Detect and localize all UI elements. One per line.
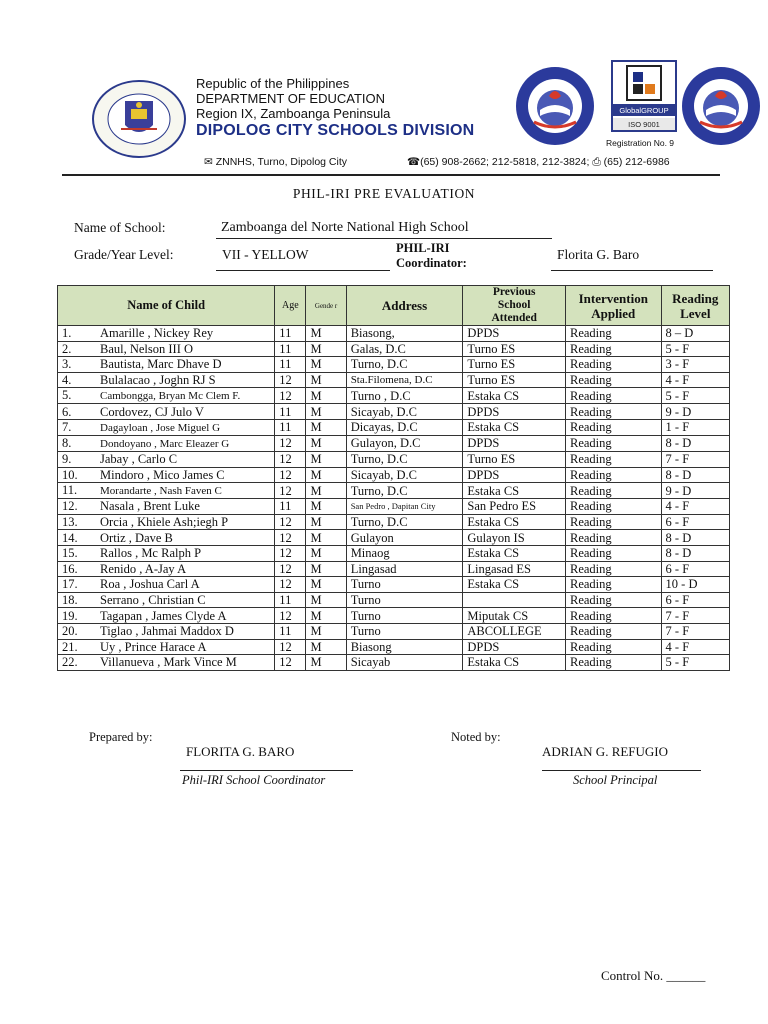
cell-address: Turno, D.C xyxy=(346,514,463,530)
cell-gender: M xyxy=(306,655,346,671)
cell-gender: M xyxy=(306,341,346,357)
cell-address: Sicayab, D.C xyxy=(346,467,463,483)
table-row xyxy=(58,577,730,593)
department-line: DEPARTMENT OF EDUCATION xyxy=(196,91,385,106)
table-row xyxy=(58,357,730,373)
cell-gender: M xyxy=(306,372,346,388)
prepared-signature-line xyxy=(180,770,353,771)
cell-name xyxy=(58,357,275,373)
cell-address: Turno, D.C xyxy=(346,451,463,467)
cell-intervention: Reading xyxy=(565,419,661,435)
student-table xyxy=(57,285,730,671)
cell-previous-school: Lingasad ES xyxy=(463,561,566,577)
cell-age: 12 xyxy=(275,655,306,671)
cell-previous-school: ABCOLLEGE xyxy=(463,623,566,639)
division-seal-right xyxy=(680,66,762,147)
cell-gender: M xyxy=(306,639,346,655)
noted-role: School Principal xyxy=(573,773,658,787)
cell-previous-school: Estaka CS xyxy=(463,483,566,499)
cell-intervention: Reading xyxy=(565,326,661,342)
deped-seal xyxy=(91,79,188,159)
cell-gender: M xyxy=(306,404,346,420)
table-row xyxy=(58,545,730,561)
cell-gender: M xyxy=(306,435,346,451)
child-name: Uy , Prince Harace A xyxy=(100,639,207,654)
cell-previous-school xyxy=(463,592,566,608)
cell-gender: M xyxy=(306,592,346,608)
cell-intervention: Reading xyxy=(565,639,661,655)
row-number: 19. xyxy=(62,608,78,623)
header-name: Name of Child xyxy=(58,286,275,326)
cell-previous-school: San Pedro ES xyxy=(463,499,566,515)
child-name: Villanueva , Mark Vince M xyxy=(100,655,237,670)
row-number: 3. xyxy=(62,357,72,372)
cell-gender: M xyxy=(306,499,346,515)
cell-name xyxy=(58,435,275,451)
division-seal-left xyxy=(514,66,597,147)
cell-age: 12 xyxy=(275,530,306,546)
phone-line: ☎(65) 908-2662; 212-5818, 212-3824; ⎙ (65) 212-6986 xyxy=(407,156,670,168)
prepared-label: Prepared by: xyxy=(89,730,153,744)
cell-gender: M xyxy=(306,483,346,499)
child-name: Tagapan , James Clyde A xyxy=(100,608,227,623)
child-name: Rallos , Mc Ralph P xyxy=(100,546,202,561)
cell-address: Sicayab xyxy=(346,655,463,671)
row-number: 14. xyxy=(62,530,78,545)
control-number: Control No. ______ xyxy=(601,968,706,983)
cert-iso: ISO 9001 xyxy=(628,120,660,129)
cell-address: Gulayon xyxy=(346,530,463,546)
cell-name xyxy=(58,372,275,388)
cell-address: Minaog xyxy=(346,545,463,561)
table-row xyxy=(58,530,730,546)
cell-intervention: Reading xyxy=(565,608,661,624)
child-name: Orcia , Khiele Ash;iegh P xyxy=(100,515,229,530)
cell-address: Turno xyxy=(346,577,463,593)
cell-reading-level: 8 - D xyxy=(661,467,729,483)
child-name: Amarille , Nickey Rey xyxy=(100,326,214,341)
cell-name xyxy=(58,483,275,499)
division-name: DIPOLOG CITY SCHOOLS DIVISION xyxy=(196,122,475,139)
cell-intervention: Reading xyxy=(565,467,661,483)
header-gender: Gende r xyxy=(306,286,346,326)
cell-intervention: Reading xyxy=(565,341,661,357)
row-number: 20. xyxy=(62,624,78,639)
cell-gender: M xyxy=(306,357,346,373)
cell-name xyxy=(58,577,275,593)
cell-address: Turno xyxy=(346,623,463,639)
noted-signature-line xyxy=(542,770,701,771)
cell-age: 11 xyxy=(275,341,306,357)
table-row xyxy=(58,341,730,357)
cell-age: 12 xyxy=(275,483,306,499)
registration-number: Registration No. 9 xyxy=(606,138,675,148)
table-row xyxy=(58,404,730,420)
row-number: 8. xyxy=(62,435,72,450)
cell-intervention: Reading xyxy=(565,545,661,561)
cell-intervention: Reading xyxy=(565,372,661,388)
row-number: 5. xyxy=(62,388,72,403)
cell-gender: M xyxy=(306,326,346,342)
cell-previous-school: Gulayon IS xyxy=(463,530,566,546)
grade-label: Grade/Year Level: xyxy=(74,247,174,262)
cell-reading-level: 8 - D xyxy=(661,435,729,451)
noted-label: Noted by: xyxy=(451,730,501,744)
cell-previous-school: DPDS xyxy=(463,435,566,451)
table-row xyxy=(58,467,730,483)
cell-previous-school: Miputak CS xyxy=(463,608,566,624)
cert-brand: GlobalGROUP xyxy=(619,106,669,115)
table-row xyxy=(58,639,730,655)
cell-address: Turno, D.C xyxy=(346,483,463,499)
row-number: 1. xyxy=(62,326,72,341)
cell-previous-school: Turno ES xyxy=(463,357,566,373)
cell-age: 11 xyxy=(275,592,306,608)
cell-reading-level: 1 - F xyxy=(661,419,729,435)
cell-age: 12 xyxy=(275,545,306,561)
cell-reading-level: 8 – D xyxy=(661,326,729,342)
cell-reading-level: 5 - F xyxy=(661,341,729,357)
cell-name xyxy=(58,655,275,671)
row-number: 16. xyxy=(62,561,78,576)
row-number: 18. xyxy=(62,593,78,608)
cell-gender: M xyxy=(306,623,346,639)
cell-name xyxy=(58,326,275,342)
cell-address: Turno xyxy=(346,608,463,624)
cell-name xyxy=(58,467,275,483)
cell-name xyxy=(58,419,275,435)
grade-value: VII - YELLOW xyxy=(222,247,309,262)
cell-address: Dicayas, D.C xyxy=(346,419,463,435)
header-age: Age xyxy=(275,286,306,326)
school-value: Zamboanga del Norte National High School xyxy=(221,220,469,235)
cell-reading-level: 8 - D xyxy=(661,530,729,546)
cell-gender: M xyxy=(306,467,346,483)
cell-reading-level: 9 - D xyxy=(661,483,729,499)
school-underline xyxy=(216,238,552,239)
child-name: Serrano , Christian C xyxy=(100,593,206,608)
child-name: Jabay , Carlo C xyxy=(100,452,178,467)
cell-reading-level: 5 - F xyxy=(661,388,729,404)
row-number: 6. xyxy=(62,404,72,419)
cell-previous-school: Estaka CS xyxy=(463,545,566,561)
row-number: 17. xyxy=(62,577,78,592)
cell-name xyxy=(58,561,275,577)
child-name: Tiglao , Jahmai Maddox D xyxy=(100,624,234,639)
cell-previous-school: Estaka CS xyxy=(463,419,566,435)
cell-age: 11 xyxy=(275,419,306,435)
cell-age: 11 xyxy=(275,326,306,342)
cell-reading-level: 4 - F xyxy=(661,639,729,655)
header-address: Address xyxy=(346,286,463,326)
cell-intervention: Reading xyxy=(565,530,661,546)
child-name: Renido , A-Jay A xyxy=(100,561,187,576)
cell-reading-level: 3 - F xyxy=(661,357,729,373)
republic-line: Republic of the Philippines xyxy=(196,76,350,91)
cell-name xyxy=(58,388,275,404)
header-divider xyxy=(62,174,720,176)
cell-age: 11 xyxy=(275,357,306,373)
table-row xyxy=(58,419,730,435)
cell-intervention: Reading xyxy=(565,561,661,577)
table-row xyxy=(58,608,730,624)
cell-name xyxy=(58,639,275,655)
fax-icon: ⎙ xyxy=(592,156,604,168)
cell-intervention: Reading xyxy=(565,655,661,671)
cell-name xyxy=(58,530,275,546)
cell-intervention: Reading xyxy=(565,357,661,373)
cell-reading-level: 9 - D xyxy=(661,404,729,420)
cell-reading-level: 7 - F xyxy=(661,451,729,467)
cell-gender: M xyxy=(306,608,346,624)
coordinator-label-1: PHIL-IRI xyxy=(396,241,450,255)
cell-gender: M xyxy=(306,451,346,467)
cell-reading-level: 8 - D xyxy=(661,545,729,561)
cell-previous-school: Turno ES xyxy=(463,451,566,467)
cell-intervention: Reading xyxy=(565,435,661,451)
row-number: 9. xyxy=(62,452,72,467)
cell-name xyxy=(58,404,275,420)
table-row xyxy=(58,388,730,404)
child-name: Dondoyano , Marc Eleazer G xyxy=(100,437,230,450)
row-number: 21. xyxy=(62,639,78,654)
cell-age: 12 xyxy=(275,467,306,483)
row-number: 22. xyxy=(62,655,78,670)
table-row xyxy=(58,514,730,530)
coordinator-underline xyxy=(551,270,713,271)
row-number: 12. xyxy=(62,499,78,514)
child-name: Cordovez, CJ Julo V xyxy=(100,404,204,419)
row-number: 4. xyxy=(62,373,72,388)
cell-address: Sta.Filomena, D.C xyxy=(346,372,463,388)
child-name: Roa , Joshua Carl A xyxy=(100,577,200,592)
noted-name: ADRIAN G. REFUGIO xyxy=(542,744,669,759)
cell-gender: M xyxy=(306,388,346,404)
child-name: Morandarte , Nash Faven C xyxy=(100,485,222,498)
child-name: Cambongga, Bryan Mc Clem F. xyxy=(100,390,241,403)
child-name: Ortiz , Dave B xyxy=(100,530,173,545)
cell-age: 12 xyxy=(275,514,306,530)
cell-intervention: Reading xyxy=(565,404,661,420)
grade-underline xyxy=(216,270,390,271)
table-row xyxy=(58,655,730,671)
cell-reading-level: 6 - F xyxy=(661,514,729,530)
cell-reading-level: 10 - D xyxy=(661,577,729,593)
phone-icon: ☎ xyxy=(407,156,421,168)
cell-reading-level: 4 - F xyxy=(661,499,729,515)
cell-address: Galas, D.C xyxy=(346,341,463,357)
cell-name xyxy=(58,592,275,608)
table-row xyxy=(58,483,730,499)
cell-address: Gulayon, D.C xyxy=(346,435,463,451)
cell-address: Turno xyxy=(346,592,463,608)
table-row xyxy=(58,623,730,639)
cell-age: 12 xyxy=(275,372,306,388)
cell-intervention: Reading xyxy=(565,577,661,593)
row-number: 11. xyxy=(62,483,78,498)
cell-intervention: Reading xyxy=(565,388,661,404)
cell-name xyxy=(58,451,275,467)
cell-age: 12 xyxy=(275,639,306,655)
cell-age: 12 xyxy=(275,451,306,467)
cell-gender: M xyxy=(306,561,346,577)
cell-previous-school: DPDS xyxy=(463,467,566,483)
cell-name xyxy=(58,341,275,357)
cell-intervention: Reading xyxy=(565,623,661,639)
school-label: Name of School: xyxy=(74,220,166,235)
coordinator-label-2: Coordinator: xyxy=(396,256,467,270)
row-number: 13. xyxy=(62,515,78,530)
cell-name xyxy=(58,623,275,639)
iso-certification-logo xyxy=(611,60,677,132)
cell-previous-school: Turno ES xyxy=(463,372,566,388)
address-line: ✉ ZNNHS, Turno, Dipolog City xyxy=(204,156,348,168)
cell-address: San Pedro , Dapitan City xyxy=(346,499,463,515)
cell-age: 11 xyxy=(275,404,306,420)
cell-name xyxy=(58,499,275,515)
cell-age: 12 xyxy=(275,561,306,577)
cell-address: Turno , D.C xyxy=(346,388,463,404)
prepared-name: FLORITA G. BARO xyxy=(186,744,295,759)
cell-reading-level: 6 - F xyxy=(661,592,729,608)
cell-reading-level: 7 - F xyxy=(661,608,729,624)
header-reading-level: Reading Level xyxy=(661,286,729,326)
header-previous-school: Previous School Attended xyxy=(463,286,566,326)
cell-previous-school: DPDS xyxy=(463,639,566,655)
region-line: Region IX, Zamboanga Peninsula xyxy=(196,106,391,121)
table-row xyxy=(58,499,730,515)
table-row xyxy=(58,561,730,577)
cell-intervention: Reading xyxy=(565,483,661,499)
cell-previous-school: Estaka CS xyxy=(463,388,566,404)
cell-reading-level: 4 - F xyxy=(661,372,729,388)
header-intervention: Intervention Applied xyxy=(565,286,661,326)
cell-previous-school: Estaka CS xyxy=(463,577,566,593)
table-row xyxy=(58,592,730,608)
cell-intervention: Reading xyxy=(565,499,661,515)
cell-intervention: Reading xyxy=(565,592,661,608)
table-row xyxy=(58,435,730,451)
cell-reading-level: 5 - F xyxy=(661,655,729,671)
row-number: 2. xyxy=(62,341,72,356)
cell-gender: M xyxy=(306,530,346,546)
cell-intervention: Reading xyxy=(565,514,661,530)
cell-name xyxy=(58,608,275,624)
cell-age: 11 xyxy=(275,499,306,515)
cell-name xyxy=(58,514,275,530)
cell-age: 11 xyxy=(275,623,306,639)
mail-icon: ✉ xyxy=(204,156,216,168)
cell-gender: M xyxy=(306,545,346,561)
child-name: Bautista, Marc Dhave D xyxy=(100,357,222,372)
row-number: 7. xyxy=(62,419,72,434)
cell-address: Biasong xyxy=(346,639,463,655)
cell-intervention: Reading xyxy=(565,451,661,467)
child-name: Dagayloan , Jose Miguel G xyxy=(100,421,221,434)
table-row xyxy=(58,326,730,342)
child-name: Bulalacao , Joghn RJ S xyxy=(100,373,216,388)
cell-age: 12 xyxy=(275,435,306,451)
child-name: Mindoro , Mico James C xyxy=(100,467,225,482)
coordinator-value: Florita G. Baro xyxy=(557,247,640,262)
table-row xyxy=(58,372,730,388)
cell-address: Turno, D.C xyxy=(346,357,463,373)
prepared-role: Phil-IRI School Coordinator xyxy=(182,773,326,787)
cell-reading-level: 6 - F xyxy=(661,561,729,577)
page-title: PHIL-IRI PRE EVALUATION xyxy=(292,186,476,201)
cell-age: 12 xyxy=(275,608,306,624)
cell-address: Sicayab, D.C xyxy=(346,404,463,420)
cell-gender: M xyxy=(306,419,346,435)
cell-previous-school: Estaka CS xyxy=(463,655,566,671)
cell-previous-school: DPDS xyxy=(463,326,566,342)
cell-address: Biasong, xyxy=(346,326,463,342)
cell-name xyxy=(58,545,275,561)
table-row xyxy=(58,451,730,467)
row-number: 10. xyxy=(62,467,78,482)
cell-previous-school: DPDS xyxy=(463,404,566,420)
child-name: Nasala , Brent Luke xyxy=(100,499,200,514)
row-number: 15. xyxy=(62,546,78,561)
cell-previous-school: Estaka CS xyxy=(463,514,566,530)
cell-gender: M xyxy=(306,577,346,593)
cell-gender: M xyxy=(306,514,346,530)
cell-age: 12 xyxy=(275,388,306,404)
cell-reading-level: 7 - F xyxy=(661,623,729,639)
cell-previous-school: Turno ES xyxy=(463,341,566,357)
child-name: Baul, Nelson III O xyxy=(100,341,194,356)
cell-age: 12 xyxy=(275,577,306,593)
cell-address: Lingasad xyxy=(346,561,463,577)
